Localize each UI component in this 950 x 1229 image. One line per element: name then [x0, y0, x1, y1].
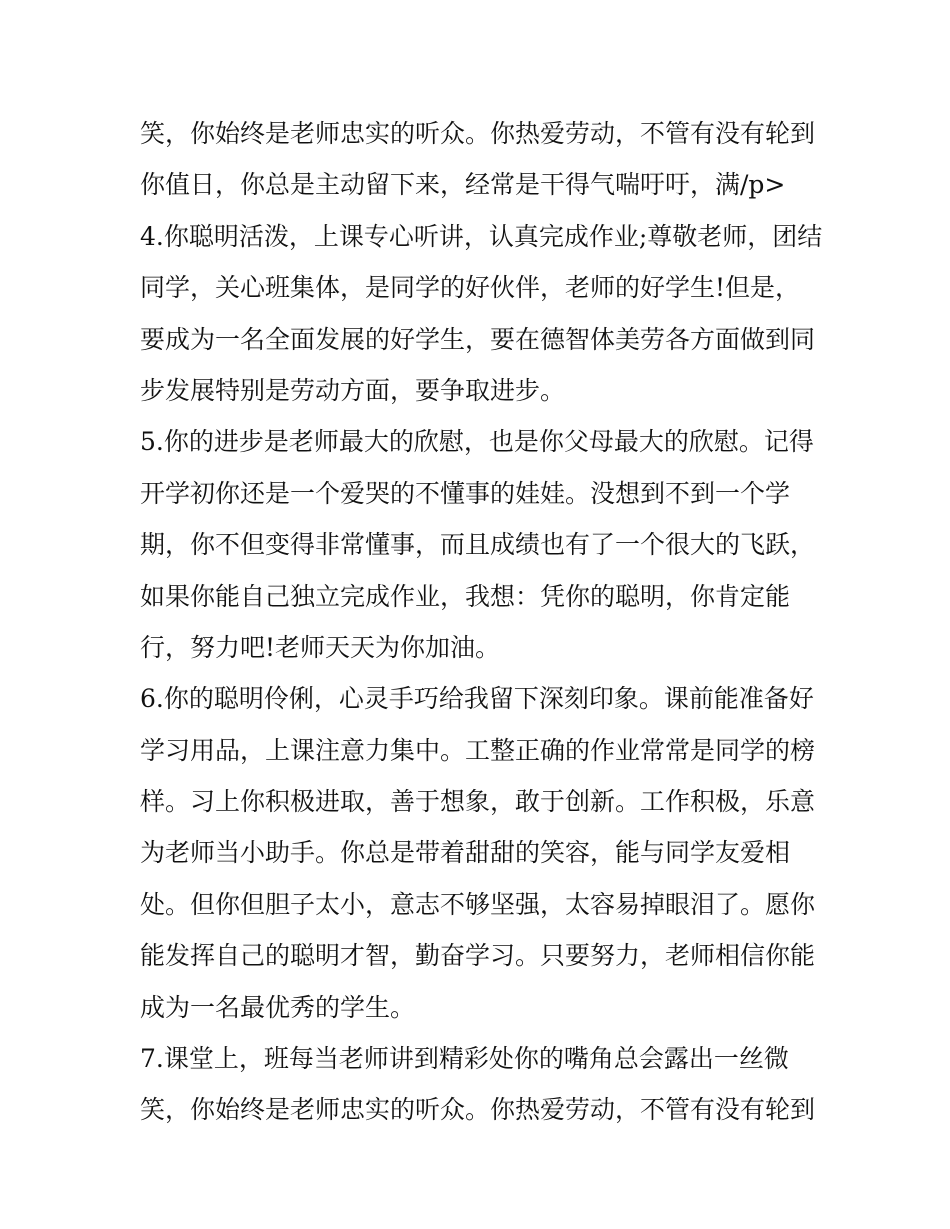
text-line: 样。习上你积极进取，善于想象，敢于创新。工作积极，乐意 [140, 787, 816, 817]
text-line: 你值日，你总是主动留下来，经常是干得气喘吁吁，满/p> [140, 170, 786, 200]
text-line: 行，努力吧!老师天天为你加油。 [140, 632, 501, 662]
text-line: 学习用品，上课注意力集中。工整正确的作业常常是同学的榜 [140, 735, 816, 765]
text-line: 能发挥自己的聪明才智，勤奋学习。只要努力，老师相信你能 [140, 941, 816, 971]
text-line: 为老师当小助手。你总是带着甜甜的笑容，能与同学友爱相 [140, 838, 791, 868]
text-line: 开学初你还是一个爱哭的不懂事的娃娃。没想到不到一个学 [140, 478, 791, 508]
text-line: 同学，关心班集体，是同学的好伙伴，老师的好学生!但是， [140, 273, 801, 303]
text-line: 步发展特别是劳动方面，要争取进步。 [140, 375, 566, 405]
text-line: 6.你的聪明伶俐，心灵手巧给我留下深刻印象。课前能准备好 [140, 684, 814, 714]
text-line: 5.你的进步是老师最大的欣慰，也是你父母最大的欣慰。记得 [140, 427, 814, 457]
text-line: 如果你能自己独立完成作业，我想：凭你的聪明，你肯定能 [140, 581, 791, 611]
text-line: 成为一名最优秀的学生。 [140, 992, 416, 1022]
text-line: 笑，你始终是老师忠实的听众。你热爱劳动，不管有没有轮到 [140, 1095, 816, 1125]
text-line: 期，你不但变得非常懂事，而且成绩也有了一个很大的飞跃， [140, 530, 816, 560]
text-line: 笑，你始终是老师忠实的听众。你热爱劳动，不管有没有轮到 [140, 119, 816, 148]
text-line: 4.你聪明活泼，上课专心听讲，认真完成作业;尊敬老师，团结 [140, 221, 823, 251]
document-body [140, 108, 823, 1136]
text-line: 处。但你但胆子太小，意志不够坚强，太容易掉眼泪了。愿你 [140, 889, 816, 919]
text-line: 7.课堂上，班每当老师讲到精彩处你的嘴角总会露出一丝微 [140, 1044, 789, 1074]
text-line: 要成为一名全面发展的好学生，要在德智体美劳各方面做到同 [140, 324, 816, 354]
